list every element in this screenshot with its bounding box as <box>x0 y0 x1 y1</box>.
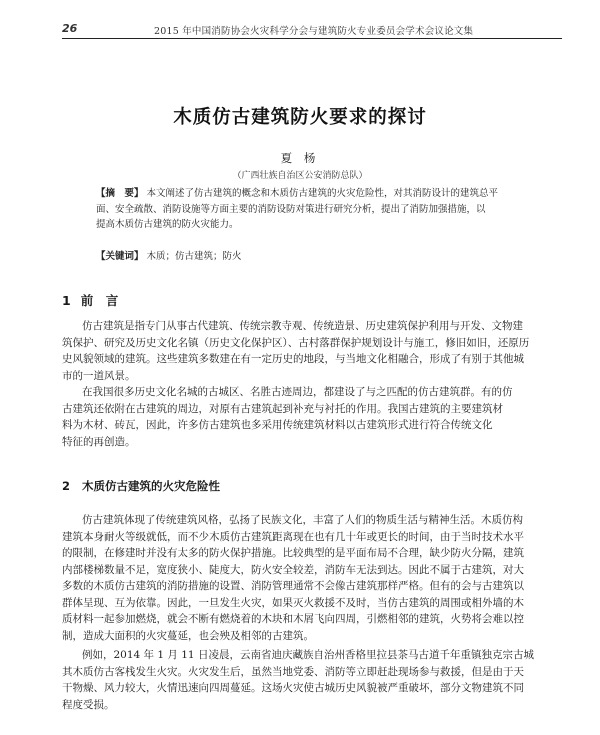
text-line: 建筑本身耐火等级就低，而不少木质仿古建筑距离现在也有几十年或更长的时间，由于当时技术水平 <box>62 530 524 543</box>
abstract <box>96 186 514 233</box>
text-line: 史风貌领域的建筑。这些建筑多数建在有一定历史的地段，与当地文化相融合，形成了有别于其他城 <box>62 353 524 365</box>
text-line: 料为木材、砖瓦，因此，许多仿古建筑也多采用传统建筑材料以古建筑形式进行符合传统文化 <box>62 419 493 431</box>
section-title: 木质仿古建筑的火灾危险性 <box>82 479 221 493</box>
author-affiliation: （广西壮族自治区公安消防总队） <box>232 171 368 181</box>
keywords-label: 【关键词】 <box>96 251 144 262</box>
fire-risk-paragraph-1 <box>62 512 562 644</box>
text-line: 在我国很多历史文化名城的古城区、名胜古迹周边，都建设了与之匹配的仿古建筑群。有的仿 <box>82 386 513 398</box>
article-title: 木质仿古建筑防火要求的探讨 <box>173 107 427 128</box>
keywords <box>96 248 514 262</box>
text-line: 质材料一起参加燃烧，就会不断有燃烧着的木块和木屑飞向四周，引燃相邻的建筑，火势将会难以控 <box>62 613 524 625</box>
journal-title: 2015 年中国消防协会火灾科学分会与建筑防火专业委员会学术会议论文集 <box>154 26 474 37</box>
abstract-line: 面、安全疏散、消防设施等方面主要的消防设防对策进行研究分析，提出了消防加强措施，以 <box>96 203 486 215</box>
text-line: 程度受损。 <box>62 698 115 711</box>
text-line: 特征的再创造。 <box>62 435 136 448</box>
abstract-line: 提高木质仿古建筑的防火灾能力。 <box>96 219 239 230</box>
text-line: 内部楼梯数量不足，宽度狭小、陡度大，防火安全较差，消防车无法到达。因此不属于古建筑，对大 <box>62 563 524 576</box>
header-rule <box>62 38 562 39</box>
text-line: 其木质仿古客栈发生火灾。火灾发生后，虽然当地党委、消防等立即赶赴现场参与救援，但是由于天 <box>62 665 524 678</box>
author-name: 夏 杨 <box>280 151 320 165</box>
intro-paragraph-1 <box>62 318 562 384</box>
intro-paragraph-2 <box>62 384 562 450</box>
text-line: 制，造成大面积的火灾蔓延，也会殃及相邻的古建筑。 <box>62 629 314 642</box>
text-line: 干物燥、风力较大，火情迅速向四周蔓延。这场火灾使古城历史风貌被严重破坏，部分文物建筑不同 <box>62 682 524 694</box>
text-line: 例如，2014 年 1 月 11 日凌晨，云南省迪庆藏族自治州香格里拉县茶马古道千年重镇独克宗古城 <box>82 649 534 661</box>
abstract-line: 本文阐述了仿古建筑的概念和木质仿古建筑的火灾危险性，对其消防设计的建筑总平 <box>146 188 499 199</box>
section-title: 前 言 <box>80 293 119 308</box>
text-line: 的限制，在修建时并没有太多的防火保护措施。比较典型的是平面布局不合理，缺少防火分隔，建筑 <box>62 547 524 559</box>
abstract-label: 【摘 要】 <box>96 188 144 199</box>
text-line: 古建筑还依附在古建筑的周边，对原有古建筑起到补充与衬托的作用。我国古建筑的主要建筑材 <box>62 402 503 415</box>
text-line: 仿古建筑是指专门从事古代建筑、传统宗教寺观、传统造景、历史建筑保护利用与开发、文物建 <box>82 320 523 332</box>
keywords-text: 木质；仿古建筑；防火 <box>146 251 242 262</box>
page-number: 26 <box>62 22 78 35</box>
section-number: 2 <box>62 479 71 493</box>
section-heading-fire-risk <box>62 478 220 494</box>
text-line: 筑保护、研究及历史文化名镇（历史文化保护区）、古村落群保护规划设计与施工，修旧如旧，还原历 <box>62 336 530 349</box>
section-number: 1 <box>62 293 71 308</box>
text-line: 仿古建筑体现了传统建筑风格，弘扬了民族文化，丰富了人们的物质生活与精神生活。木质仿构 <box>82 514 523 526</box>
section-heading-intro <box>62 291 118 309</box>
text-line: 群体呈现、互为依靠。因此，一旦发生火灾，如果灭火救援不及时，当仿古建筑的周围或相外墙的木 <box>62 596 524 609</box>
fire-risk-paragraph-2 <box>62 647 562 713</box>
running-header <box>62 22 562 38</box>
text-line: 多数的木质仿古建筑的消防措施的设置、消防管理通常不会像古建筑那样严格。但有的会与古建筑以 <box>62 580 524 592</box>
text-line: 市的一道风景。 <box>62 369 136 382</box>
